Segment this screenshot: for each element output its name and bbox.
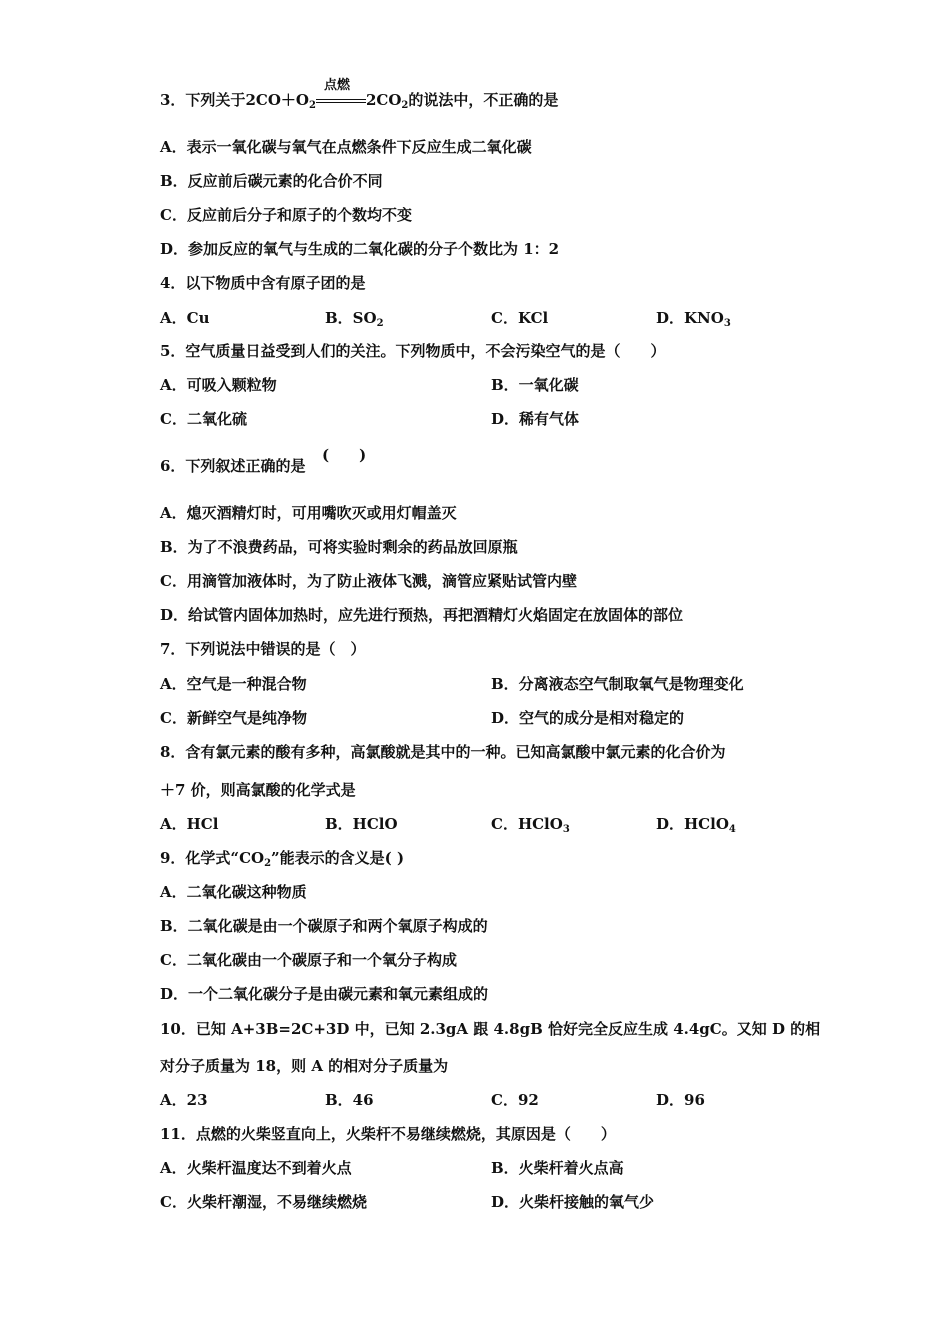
q4-stem: 4．以下物质中含有原子团的是 (160, 274, 366, 292)
q7-option-b: B．分离液态空气制取氧气是物理变化 (491, 675, 744, 693)
q4-option-d (656, 308, 731, 328)
q8-option-c-sub: 3 (562, 824, 570, 835)
q8-option-d (656, 814, 736, 834)
q8-option-b: B．HClO (325, 815, 398, 833)
q8-option-c (491, 814, 570, 834)
q3-equation-lhs: 2CO＋O (245, 91, 309, 109)
q3-stem (160, 78, 559, 111)
q4-option-b-sub: 2 (376, 318, 384, 329)
q8-stem-line1: 8．含有氯元素的酸有多种，高氯酸就是其中的一种。已知高氯酸中氯元素的化合价为 (160, 743, 726, 761)
q4-option-c: C．KCl (491, 309, 549, 327)
q8-option-a: A．HCl (160, 815, 219, 833)
q3-equation-lhs-sub: 2 (308, 100, 316, 111)
q9-option-d: D．一个二氧化碳分子是由碳元素和氧元素组成的 (160, 985, 489, 1003)
q6-answer-paren: ( ) (322, 446, 367, 464)
q5-option-d: D．稀有气体 (491, 410, 580, 428)
q6-stem: 6．下列叙述正确的是 (160, 457, 306, 475)
reaction-condition: 点燃 (323, 78, 350, 93)
q3-option-b: B．反应前后碳元素的化合价不同 (160, 172, 383, 190)
q4-option-a: A．Cu (160, 309, 210, 327)
q9-option-b: B．二氧化碳是由一个碳原子和两个氧原子构成的 (160, 917, 488, 935)
q11-option-a: A．火柴杆温度达不到着火点 (160, 1159, 352, 1177)
q11-option-c: C．火柴杆潮湿，不易继续燃烧 (160, 1193, 367, 1211)
q10-option-a: A．23 (160, 1091, 208, 1109)
q11-stem: 11．点燃的火柴竖直向上，火柴杆不易继续燃烧，其原因是（ ） (160, 1125, 616, 1143)
q11-option-b: B．火柴杆着火点高 (491, 1159, 624, 1177)
q3-option-a: A．表示一氧化碳与氧气在点燃条件下反应生成二氧化碳 (160, 138, 532, 156)
q10-stem-line1: 10．已知 A+3B=2C+3D 中，已知 2.3gA 跟 4.8gB 恰好完全反应生成 4.4gC。又知 D 的相 (160, 1020, 821, 1038)
q7-option-c: C．新鲜空气是纯净物 (160, 709, 307, 727)
q5-option-b: B．一氧化碳 (491, 376, 579, 394)
q4-option-d-sub: 3 (723, 318, 731, 329)
q4-option-b (325, 308, 384, 328)
q7-option-a: A．空气是一种混合物 (160, 675, 307, 693)
q9-option-c: C．二氧化碳由一个碳原子和一个氧分子构成 (160, 951, 457, 969)
reaction-condition-sign (316, 78, 366, 110)
q5-option-a: A．可吸入颗粒物 (160, 376, 277, 394)
q10-option-b: B．46 (325, 1091, 374, 1109)
q8-option-d-sub: 4 (728, 824, 736, 835)
q5-option-c: C．二氧化硫 (160, 410, 247, 428)
q8-option-d-text: D．HClO (656, 815, 729, 833)
q3-option-d: D．参加反应的氧气与生成的二氧化碳的分子个数比为 1：2 (160, 240, 560, 258)
q11-option-d: D．火柴杆接触的氧气少 (491, 1193, 655, 1211)
q8-stem-line2: ＋7 价，则高氯酸的化学式是 (160, 781, 356, 799)
q6-option-d: D．给试管内固体加热时，应先进行预热，再把酒精灯火焰固定在放固体的部位 (160, 606, 684, 624)
q3-equation-rhs: 2CO (365, 91, 402, 109)
q6-option-c: C．用滴管加液体时，为了防止液体飞溅，滴管应紧贴试管内壁 (160, 572, 577, 590)
q5-stem: 5．空气质量日益受到人们的关注。下列物质中，不会污染空气的是（ ） (160, 342, 666, 360)
q10-option-c: C．92 (491, 1091, 539, 1109)
q9-option-a: A．二氧化碳这种物质 (160, 883, 307, 901)
q9-stem-post: ”能表示的含义是( ) (271, 849, 405, 867)
q3-stem-post: 的说法中，不正确的是 (408, 91, 559, 109)
q9-stem-pre: 9．化学式“CO (160, 849, 265, 867)
q10-stem-line2: 对分子质量为 18，则 A 的相对分子质量为 (160, 1057, 449, 1075)
q7-stem: 7．下列说法中错误的是（ ） (160, 640, 366, 658)
q7-option-d: D．空气的成分是相对稳定的 (491, 709, 685, 727)
q9-stem-sub: 2 (264, 858, 272, 869)
q8-option-c-text: C．HClO (491, 815, 563, 833)
q10-option-d: D．96 (656, 1091, 705, 1109)
q3-equation-rhs-sub: 2 (401, 100, 409, 111)
q3-stem-pre: 3．下列关于 (160, 91, 246, 109)
q4-option-d-text: D．KNO (656, 309, 724, 327)
q6-option-b: B．为了不浪费药品，可将实验时剩余的药品放回原瓶 (160, 538, 518, 556)
q4-option-b-text: B．SO (325, 309, 377, 327)
q6-option-a: A．熄灭酒精灯时，可用嘴吹灭或用灯帽盖灭 (160, 504, 457, 522)
q9-stem (160, 848, 404, 868)
q3-option-c: C．反应前后分子和原子的个数均不变 (160, 206, 412, 224)
